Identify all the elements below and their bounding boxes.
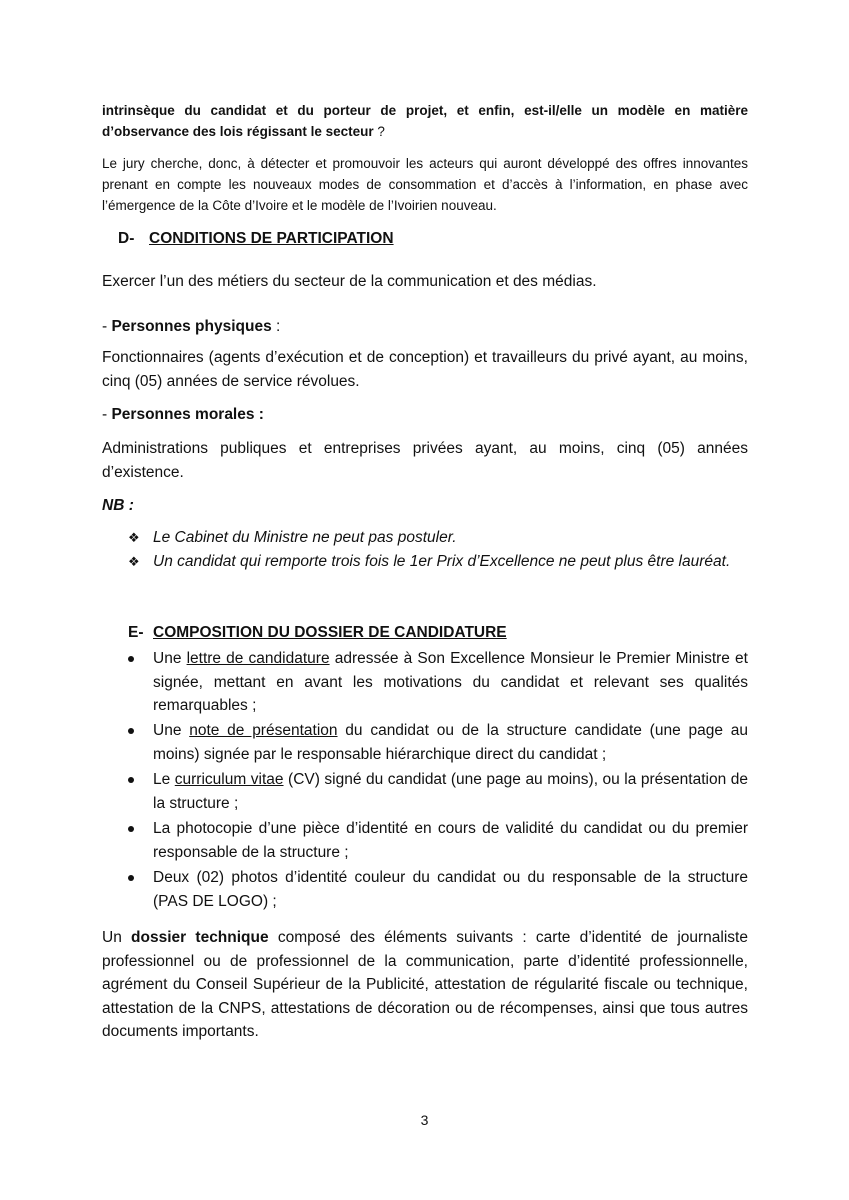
nb-item-text: Un candidat qui remporte trois fois le 1er Prix d’Excellence ne peut plus être lauréat.: [153, 553, 731, 570]
list-item: [128, 719, 748, 766]
morales-prefix: -: [102, 406, 112, 423]
intro-paragraph: [102, 100, 748, 142]
physiques-suffix: :: [271, 318, 281, 335]
morales-label: Personnes morales :: [111, 406, 264, 423]
personnes-physiques-text: Fonctionnaires (agents d’exécution et de conception) et travailleurs du privé ayant, au moins, cinq (05) années de service révolues.: [102, 349, 748, 390]
list-item: [128, 866, 748, 913]
bullet-icon: [128, 826, 134, 832]
physiques-label: Personnes physiques: [111, 318, 272, 335]
diamond-bullet-icon: ❖: [128, 530, 140, 545]
dossier-technique-paragraph: [102, 926, 748, 1044]
physiques-prefix: -: [102, 318, 112, 335]
personnes-morales-heading: [102, 403, 748, 427]
section-d-heading: [118, 228, 394, 250]
list-item-text: Deux (02) photos d’identité couleur du candidat ou du responsable de la structure (PAS DE LOGO) ;: [153, 869, 748, 910]
intro-bold-text: intrinsèque du candidat et du porteur de projet, et enfin, est-il/elle un modèle en matière d’observance des lois régissant le secteur: [102, 103, 748, 139]
list-item-text: La photocopie d’une pièce d’identité en cours de validité du candidat ou du premier responsable de la structure ;: [153, 820, 748, 861]
section-e-heading: [128, 622, 507, 644]
intro-tail: ?: [373, 124, 385, 139]
nb-item: [128, 526, 768, 549]
jury-paragraph: Le jury cherche, donc, à détecter et promouvoir les acteurs qui auront développé des offres innovantes prenant en compte les nouveaux modes de consommation et d’accès à l’information, en phase avec l’émergence de la Côte d’Ivoire et le modèle de l’Ivoirien nouveau.: [102, 156, 748, 213]
dossier-pre: Un: [102, 929, 132, 946]
list-item-underlined: lettre de candidature: [186, 650, 330, 667]
dossier-text: composé des éléments suivants : carte d’identité de journaliste professionnel ou de professionnel de la communication, parte d’identité professionnelle, agrément du Conseil Supérieur de la Publicité, attestation de régularité fiscale ou technique, attestation de la CNPS, attestations de décoration ou de récompenses, ainsi que tous autres documents importants.: [102, 929, 748, 1040]
personnes-physiques-heading: [102, 315, 748, 339]
section-d-title: CONDITIONS DE PARTICIPATION: [149, 230, 394, 247]
list-item: [128, 647, 748, 718]
nb-item: [128, 550, 768, 573]
list-item-pre: Une: [153, 722, 190, 739]
diamond-bullet-icon: ❖: [128, 554, 140, 569]
page-number: 3: [420, 1112, 429, 1128]
section-e-letter: E-: [128, 624, 144, 641]
personnes-morales-text: Administrations publiques et entreprises privées ayant, au moins, cinq (05) années d’existence.: [102, 440, 748, 481]
section-d-letter: D-: [118, 230, 135, 247]
list-item-underlined: curriculum vitae: [174, 771, 284, 788]
list-item-text: adressée à Son Excellence Monsieur le Premier Ministre et signée, mettant en avant les motivations du candidat et relevant ses qualités remarquables ;: [153, 650, 748, 714]
nb-item-text: Le Cabinet du Ministre ne peut pas postuler.: [153, 529, 457, 546]
dossier-bold: dossier technique: [131, 929, 269, 946]
list-item-pre: Le: [153, 771, 175, 788]
list-item: [128, 768, 748, 815]
list-item: [128, 817, 748, 864]
bullet-icon: [128, 777, 134, 783]
list-item-text: (CV) signé du candidat (une page au moins), ou la présentation de la structure ;: [153, 771, 748, 812]
list-item-underlined: note de présentation: [189, 722, 338, 739]
bullet-icon: [128, 728, 134, 734]
section-d-intro: Exercer l’un des métiers du secteur de la communication et des médias.: [102, 273, 597, 290]
section-e-title: COMPOSITION DU DOSSIER DE CANDIDATURE: [153, 624, 507, 641]
nb-label: NB :: [102, 497, 134, 514]
bullet-icon: [128, 656, 134, 662]
bullet-icon: [128, 875, 134, 881]
list-item-pre: Une: [153, 650, 187, 667]
list-item-text: du candidat ou de la structure candidate (une page au moins) signée par le responsable hiérarchique direct du candidat ;: [153, 722, 748, 763]
